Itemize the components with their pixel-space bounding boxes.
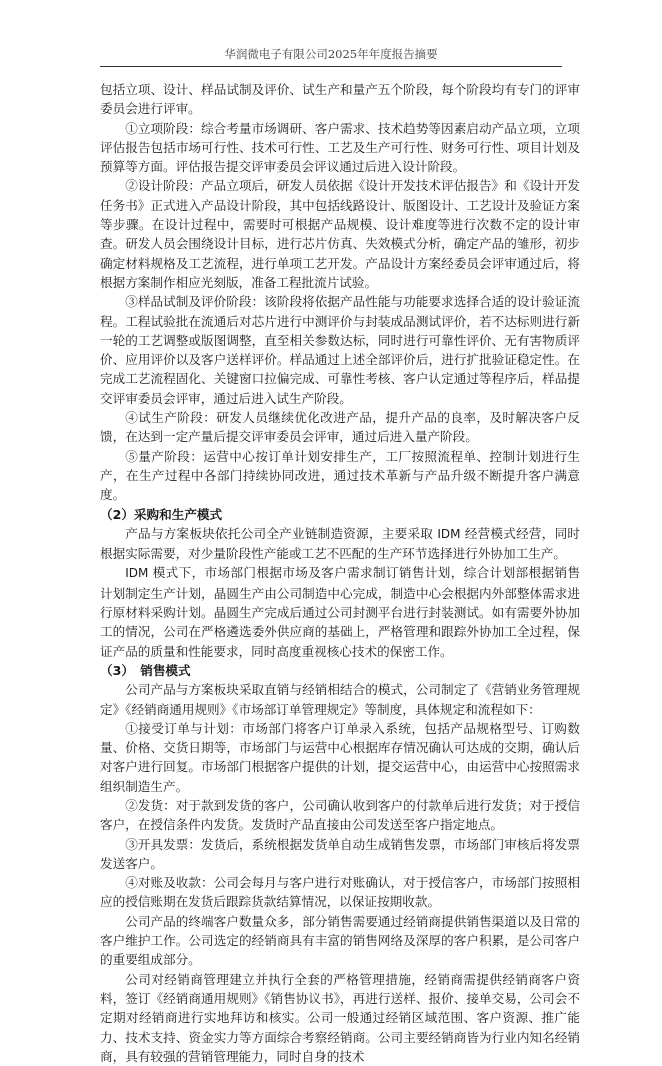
procurement-p2-text-b: 模式下，市场部门根据市场及客户需求制订销售计划，综合计划部根据销售计划制定生产计划，晶圆生产由公司制造中心完成，制造中心会根据内外部整体需求进行原材料采购计划。晶圆生产完成后通过公司封测平台进行封装测试。如有需要外协加工的情况，公司在严格遴选委外供应商的基础上，严格管理和跟踪外协加工全过程，保证产品的质量和性能要求，同时高度重视核心技术的保密工作。 [100,565,580,659]
intro-paragraph: 包括立项、设计、样品试制及评价、试生产和量产五个阶段，每个阶段均有专门的评审委员会进行评审。 [100,82,580,117]
sales-paragraph-3: 公司对经销商管理建立并执行全套的严格管理措施，经销商需提供经销商客户资料，签订《经销商通用规则》《销售协议书》，再进行送样、报价、接单交易，公司会不定期对经销商进行实地拜访和核实。公司一般通过经销区域范围、客户资源、推广能力、技术支持、资金实力等方面综合考察经销商。公司主要经销商皆为行业内知名经销商，具有较强的营销管理能力，同时自身的技术 [100,971,580,1064]
stage-mass-production-paragraph: ⑤量产阶段：运营中心按订单计划安排生产，工厂按照流程单、控制计划进行生产，在生产过程中各部门持续协同改进，通过技术革新与产品升级不断提升客户满意度。 [100,448,580,503]
section-procurement-production-heading: （2）采购和生产模式 [100,506,223,522]
stage-sample-paragraph: ③样品试制及评价阶段：该阶段将依据产品性能与功能要求选择合适的设计验证流程。工程试验批在流通后对芯片进行中测评价与封装成品测试评价，若不达标则进行新一轮的工艺调整或版图调整，直至相关参数达标，同时进行可靠性评价、无有害物质评价、应用评价以及客户送样评价。样品通过上述全部评价后，进行扩批验证稳定性。在完成工艺流程固化、关键窗口拉偏完成、可靠性考核、客户认定通过等程序后，样品提交评审委员会评审，通过后进入试生产阶段。 [100,294,580,406]
sales-step-invoice: ③开具发票：发货后，系统根据发货单自动生成销售发票，市场部门审核后将发票发送客户。 [100,836,580,871]
sales-step-order: ①接受订单与计划：市场部门将客户订单录入系统，包括产品规格型号、订购数量、价格、交货日期等，市场部门与运营中心根据库存情况确认可达成的交期，确认后对客户进行回复。市场部门根据客户提供的计划，提交运营中心，由运营中心按照需求组织制造生产。 [100,720,580,794]
procurement-paragraph-1 [100,524,580,564]
stage-approval-paragraph: ①立项阶段：综合考量市场调研、客户需求、技术趋势等因素启动产品立项，立项评估报告包括市场可行性、技术可行性、工艺及生产可行性、财务可行性、项目计划及预算等方面。评估报告提交评审委员会评议通过后进入设计阶段。 [100,120,580,175]
procurement-p1-text-a: 产品与方案板块依托公司全产业链制造资源，主要采取 [125,525,434,541]
sales-paragraph-2: 公司产品的终端客户数量众多，部分销售需要通过经销商提供销售渠道以及日常的客户维护工作。公司选定的经销商具有丰富的销售网络及深厚的客户积累，是公司客户的重要组成部分。 [100,913,580,968]
sales-step-shipping: ②发货：对于款到发货的客户，公司确认收到客户的付款单后进行发货；对于授信客户，在授信条件内发货。发货时产品直接由公司发送至客户指定地点。 [100,797,580,833]
idm-term: IDM [125,566,149,581]
section-sales-heading: （3） 销售模式 [100,662,191,678]
header-divider [100,66,562,67]
document-body [100,80,580,1066]
procurement-paragraph-2 [100,563,580,660]
stage-design-paragraph: ②设计阶段：产品立项后，研发人员依据《设计开发技术评估报告》和《设计开发任务书》正式进入产品设计阶段，其中包括线路设计、版图设计、工艺设计及验证方案等步骤。在设计过程中，需要时可根据产品规模、设计难度等进行次数不定的设计审查。研发人员会围绕设计目标，进行芯片仿真、失效模式分析，确定产品的雏形，初步确定材料规格及工艺流程，进行单项工艺开发。产品设计方案经委员会评审通过后，将根据方案制作相应光刻版，准备工程批流片试验。 [100,178,580,290]
page-header-title: 华润微电子有限公司2025年年度报告摘要 [224,47,438,61]
sales-paragraph-1: 公司产品与方案板块采取直销与经销相结合的模式，公司制定了《营销业务管理规定》《经销商通用规则》《市场部订单管理规定》等制度，具体规定和流程如下： [100,682,580,717]
stage-trial-production-paragraph: ④试生产阶段：研发人员继续优化改进产品，提升产品的良率，及时解决客户反馈，在达到一定产量后提交评审委员会评审，通过后进入量产阶段。 [100,410,580,445]
procurement-p1-text-c: 经营模式经营，同时根据实际需要，对少量阶段性产能或工艺不匹配的生产环节选择进行外协加工生产。 [100,525,581,562]
sales-step-reconciliation: ④对账及收款：公司会每月与客户进行对账确认，对于授信客户，市场部门按照相应的授信账期在发货后跟踪货款结算情况，以保证按期收款。 [100,875,580,910]
idm-term: IDM [437,526,461,541]
